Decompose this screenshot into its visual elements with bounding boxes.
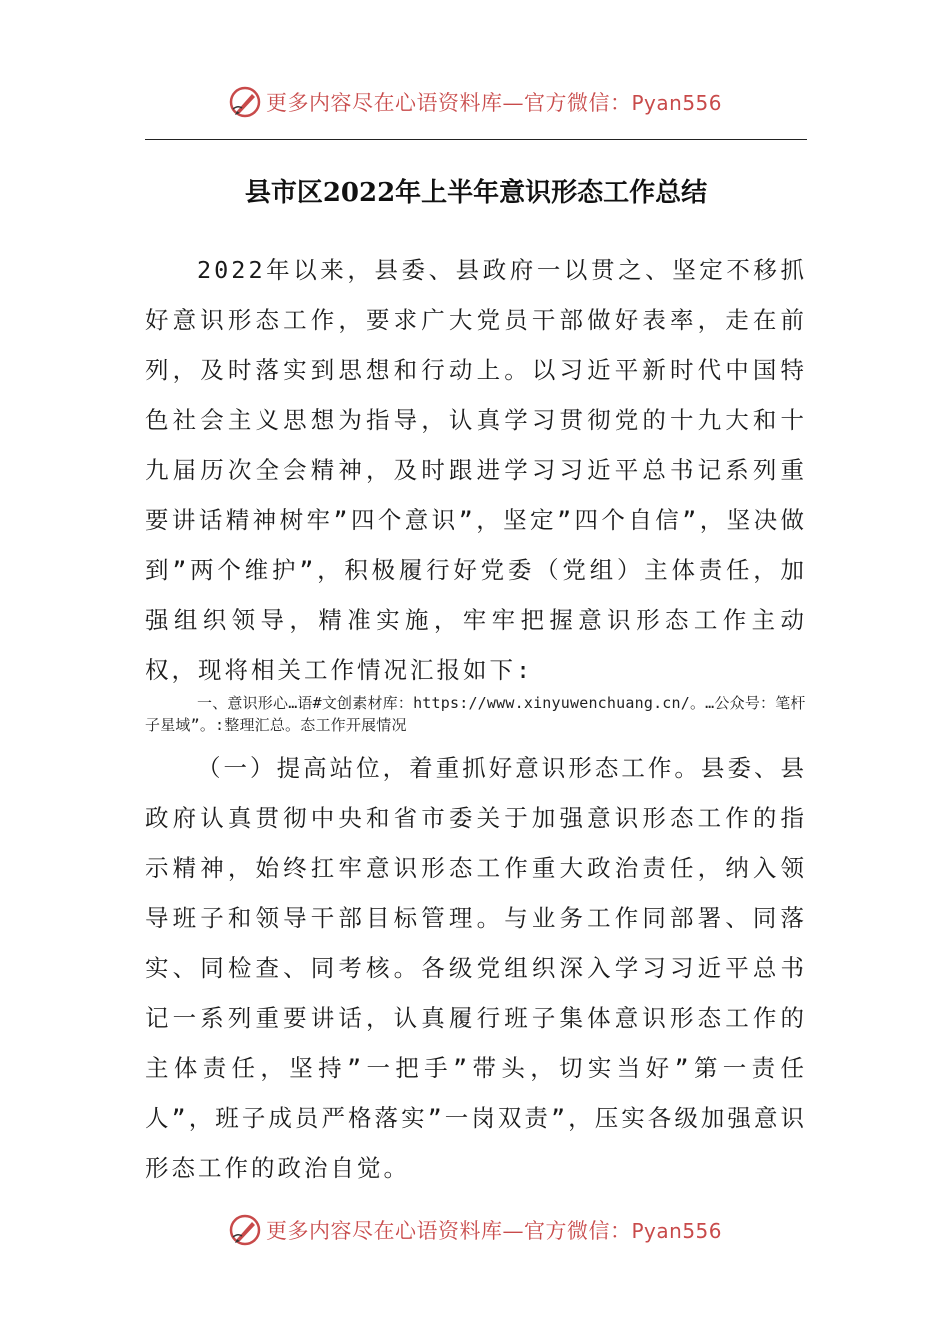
footer-watermark [0, 1210, 950, 1250]
watermark-text: 更多内容尽在心语资料库—官方微信： [265, 91, 632, 115]
header-divider [145, 139, 807, 140]
pen-logo-icon [228, 1213, 262, 1247]
watermark-brand: Pyan556 [631, 1219, 722, 1243]
header-watermark [0, 82, 950, 122]
body-paragraph-section-1: （一）提高站位，着重抓好意识形态工作。县委、县政府认真贯彻中央和省市委关于加强意识形态工作的指示精神，始终扛牢意识形态工作重大政治责任，纳入领导班子和领导干部目标管理。与业务工作同部署、同落实、同检查、同考核。各级党组织深入学习习近平总书记一系列重要讲话，认真履行班子集体意识形态工作的主体责任，坚持”一把手”带头，切实当好”第一责任人”，班子成员严格落实”一岗双责”，压实各级加强意识形态工作的政治自觉。 [145, 754, 807, 1182]
document-title: 县市区2022年上半年意识形态工作总结 [244, 178, 708, 208]
pen-logo-icon [228, 85, 262, 119]
watermark-text: 更多内容尽在心语资料库—官方微信： [265, 1219, 632, 1243]
body-paragraph-intro: 2022年以来，县委、县政府一以贯之、坚定不移抓好意识形态工作，要求广大党员干部做好表率，走在前列，及时落实到思想和行动上。以习近平新时代中国特色社会主义思想为指导，认真学习贯彻党的十九大和十九届历次全会精神，及时跟进学习习近平总书记系列重要讲话精神树牢”四个意识”，坚定”四个自信”，坚决做到”两个维护”，积极履行好党委（党组）主体责任，加强组织领导，精准实施，牢牢把握意识形态工作主动权，现将相关工作情况汇报如下: [145, 256, 807, 684]
section-heading-note: 一、意识形心…语#文创素材库：https://www.xinyuwenchuang.cn/。…公众号：笔杆子星域”。:整理汇总。态工作开展情况 [145, 694, 806, 734]
watermark-brand: Pyan556 [631, 91, 722, 115]
